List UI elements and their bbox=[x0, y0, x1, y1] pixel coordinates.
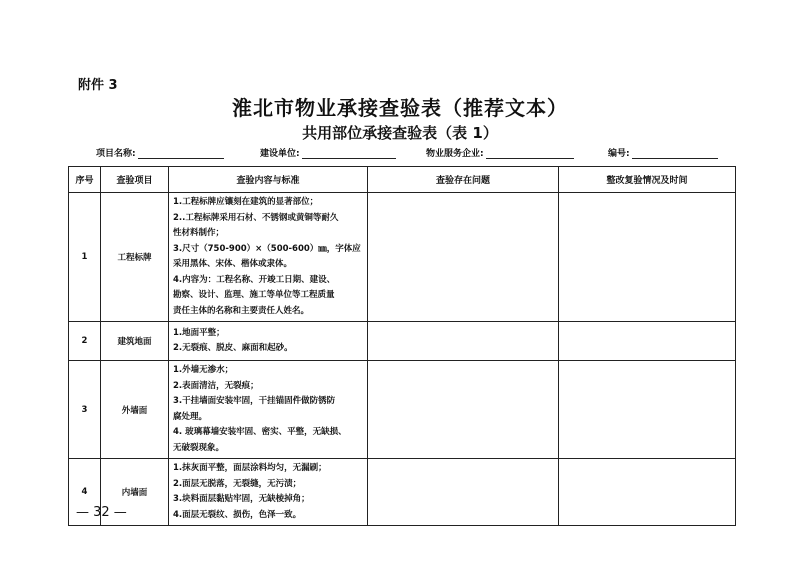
property-company-label: 物业服务企业: bbox=[426, 149, 484, 159]
issues-cell[interactable] bbox=[368, 361, 559, 459]
info-row bbox=[96, 146, 736, 160]
content-line: 1.地面平整； bbox=[173, 327, 225, 338]
attachment-label: 附件 3 bbox=[78, 78, 118, 93]
row-item: 工程标牌 bbox=[101, 193, 169, 322]
builder-field[interactable] bbox=[260, 146, 396, 159]
number-label: 编号: bbox=[608, 149, 630, 159]
content-line: 3.干挂墙面安装牢固，干挂锚固件做防锈防 bbox=[173, 396, 336, 406]
content-line: 责任主体的名称和主要责任人姓名。 bbox=[173, 305, 310, 316]
rectification-cell[interactable] bbox=[559, 459, 736, 526]
rectification-cell[interactable] bbox=[559, 322, 736, 361]
header-cell-item: 查验项目 bbox=[101, 167, 169, 193]
document-subtitle: 共用部位承接查验表（表 1） bbox=[302, 124, 498, 142]
property-company-field[interactable] bbox=[426, 146, 574, 159]
row-content bbox=[169, 361, 368, 459]
row-content bbox=[169, 459, 368, 526]
header-cell-rectification: 整改复验情况及时间 bbox=[559, 167, 736, 193]
row-content bbox=[169, 322, 368, 361]
content-line: 4.内容为：工程名称、开竣工日期、建设、 bbox=[173, 274, 336, 285]
table-row bbox=[69, 322, 736, 361]
content-line: 4. 玻璃幕墙安装牢固、密实、平整，无缺损、 bbox=[173, 427, 347, 437]
content-line: 3.尺寸（750-900）×（500-600）㎜，字体应 bbox=[173, 243, 361, 254]
document-title: 淮北市物业承接查验表（推荐文本） bbox=[232, 96, 568, 120]
project-name-blank[interactable] bbox=[138, 148, 224, 159]
content-line: 腐处理。 bbox=[173, 411, 208, 422]
content-line: 2.表面清洁，无裂痕； bbox=[173, 380, 259, 391]
page-number: — 32 — bbox=[76, 505, 127, 520]
content-line: 1.工程标牌应镶刻在建筑的显著部位； bbox=[173, 197, 319, 207]
content-line: 1.外墙无渗水； bbox=[173, 365, 234, 375]
issues-cell[interactable] bbox=[368, 459, 559, 526]
content-line: 2.面层无脱落，无裂缝，无污渍； bbox=[173, 478, 302, 489]
number-blank[interactable] bbox=[632, 148, 718, 159]
header-cell-content: 查验内容与标准 bbox=[169, 167, 368, 193]
row-item: 外墙面 bbox=[101, 361, 169, 459]
builder-blank[interactable] bbox=[302, 148, 396, 159]
content-line: 性材料制作； bbox=[173, 228, 225, 238]
inspection-table bbox=[68, 166, 736, 526]
content-line: 1.抹灰面平整，面层涂料均匀，无漏刷； bbox=[173, 463, 327, 473]
property-company-blank[interactable] bbox=[486, 148, 574, 159]
row-number: 2 bbox=[69, 322, 101, 361]
issues-cell[interactable] bbox=[368, 322, 559, 361]
rectification-cell[interactable] bbox=[559, 193, 736, 322]
content-line: 采用黑体、宋体、楷体或隶体。 bbox=[173, 259, 293, 269]
project-name-field[interactable] bbox=[96, 146, 224, 159]
content-line: 3.块料面层黏贴牢固，无缺棱掉角； bbox=[173, 494, 310, 504]
row-item: 内墙面 bbox=[101, 459, 169, 526]
number-field[interactable] bbox=[608, 146, 718, 159]
header-cell-issues: 查验存在问题 bbox=[368, 167, 559, 193]
table-row bbox=[69, 459, 736, 526]
builder-label: 建设单位: bbox=[260, 149, 300, 159]
row-number: 4 bbox=[69, 459, 101, 526]
content-line: 勘察、设计、监理、施工等单位等工程质量 bbox=[173, 290, 335, 300]
row-content bbox=[169, 193, 368, 322]
content-line: 2..工程标牌采用石材、不锈钢或黄铜等耐久 bbox=[173, 212, 339, 223]
content-line: 无破裂现象。 bbox=[173, 442, 225, 453]
table-row bbox=[69, 361, 736, 459]
table-row bbox=[69, 193, 736, 322]
row-number: 3 bbox=[69, 361, 101, 459]
header-cell-number: 序号 bbox=[69, 167, 101, 193]
project-name-label: 项目名称: bbox=[96, 149, 136, 159]
table-header bbox=[69, 167, 736, 193]
row-number: 1 bbox=[69, 193, 101, 322]
row-item: 建筑地面 bbox=[101, 322, 169, 361]
issues-cell[interactable] bbox=[368, 193, 559, 322]
rectification-cell[interactable] bbox=[559, 361, 736, 459]
content-line: 4.面层无裂纹、损伤，色泽一致。 bbox=[173, 509, 302, 520]
content-line: 2.无裂痕、脱皮、麻面和起砂。 bbox=[173, 343, 293, 353]
